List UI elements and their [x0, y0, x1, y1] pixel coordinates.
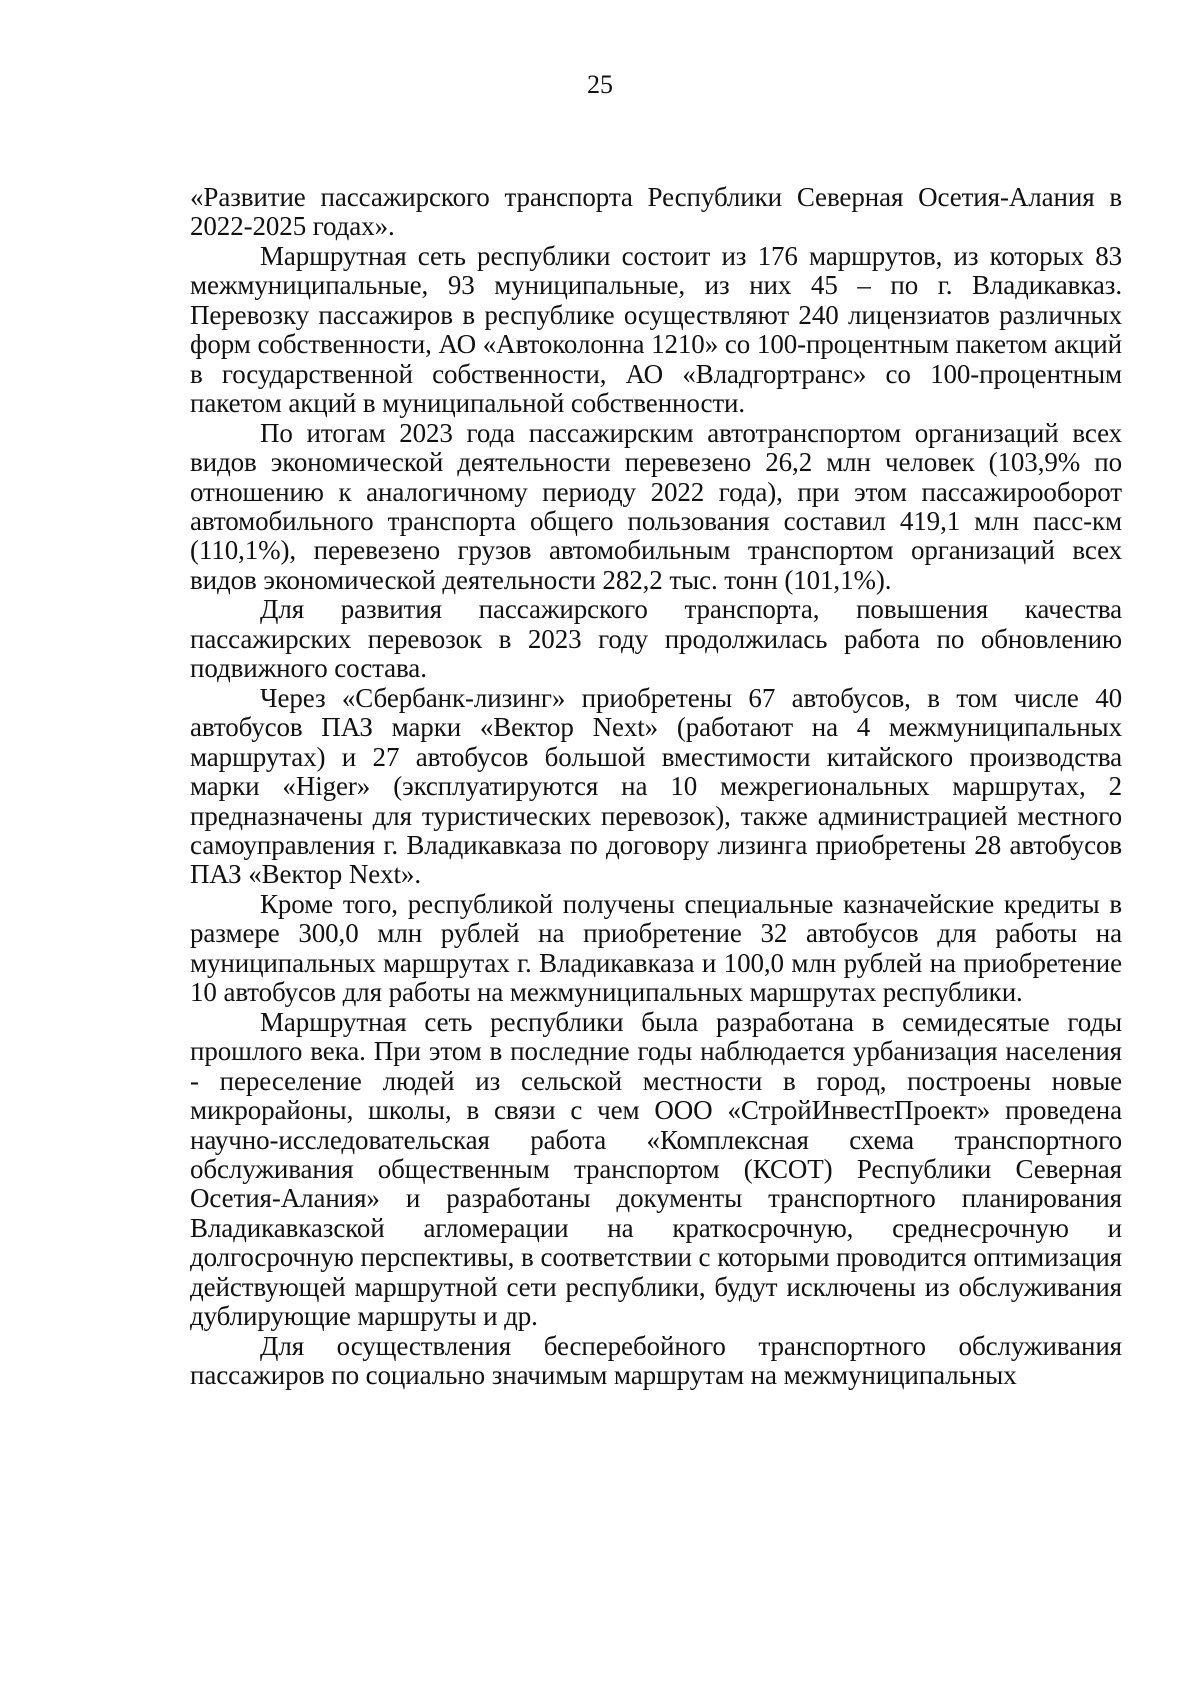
- paragraph-treasury-credits: Кроме того, республикой получены специальные казначейские кредиты в размере 300,0 млн рублей на приобретение 32 автобусов для работы на муниципальных маршрутах г. Владикавказа и 100,0 млн рублей на приобретение 10 автобусов для работы на межмуниципальных маршрутах республики.: [190, 888, 1122, 1008]
- paragraph-leasing: Через «Сбербанк-лизинг» приобретены 67 автобусов, в том числе 40 автобусов ПАЗ марки «Вектор Next» (работают на 4 межмуниципальных маршрутах) и 27 автобусов большой вместимости китайского производства марки «Higer» (эксплуатируются на 10 межрегиональных маршрутах, 2 предназначены для туристических перевозок), также администрацией местного самоуправления г. Владикавказа по договору лизинга приобретены 28 автобусов ПАЗ «Вектор Next».: [190, 682, 1122, 890]
- paragraph-program-title: «Развитие пассажирского транспорта Республики Северная Осетия-Алания в 2022-2025 годах».: [190, 182, 1122, 242]
- paragraph-fleet-renewal: Для развития пассажирского транспорта, повышения качества пассажирских перевозок в 2023 году продолжилась работа по обновлению подвижного состава.: [190, 594, 1122, 684]
- body-text: [190, 183, 1122, 1391]
- page-number: 25: [587, 70, 613, 99]
- paragraph-uninterrupted-service: Для осуществления бесперебойного транспортного обслуживания пассажиров по социально значимым маршрутам на межмуниципальных: [190, 1330, 1122, 1391]
- paragraph-2023-results: По итогам 2023 года пассажирским автотранспортом организаций всех видов экономической деятельности перевезено 26,2 млн человек (103,9% по отношению к аналогичному периоду 2022 года), при этом пассажирооборот автомобильного транспорта общего пользования составил 419,1 млн пасс-км (110,1%), перевезено грузов автомобильным транспортом организаций всех видов экономической деятельности 282,2 тыс. тонн (101,1%).: [190, 417, 1122, 595]
- paragraph-route-network: Маршрутная сеть республики состоит из 176 маршрутов, из которых 83 межмуниципальные, 93 муниципальные, из них 45 – по г. Владикавказ. Перевозку пассажиров в республике осуществляют 240 лицензиатов различных форм собственности, АО «Автоколонна 1210» со 100-процентным пакетом акций в государственной собственности, АО «Владгортранс» со 100-процентным пакетом акций в муниципальной собственности.: [190, 240, 1122, 419]
- paragraph-route-optimization: Маршрутная сеть республики была разработана в семидесятые годы прошлого века. При этом в последние годы наблюдается урбанизация населения - переселение людей из сельской местности в город, построены новые микрорайоны, школы, в связи с чем ООО «СтройИнвестПроект» проведена научно-исследовательская работа «Комплексная схема транспортного обслуживания общественным транспортом (КСОТ) Республики Северная Осетия-Алания» и разработаны документы транспортного планирования Владикавказской агломерации на краткосрочную, среднесрочную и долгосрочную перспективы, в соответствии с которыми проводится оптимизация действующей маршрутной сети республики, будут исключены из обслуживания дублирующие маршруты и др.: [190, 1006, 1122, 1332]
